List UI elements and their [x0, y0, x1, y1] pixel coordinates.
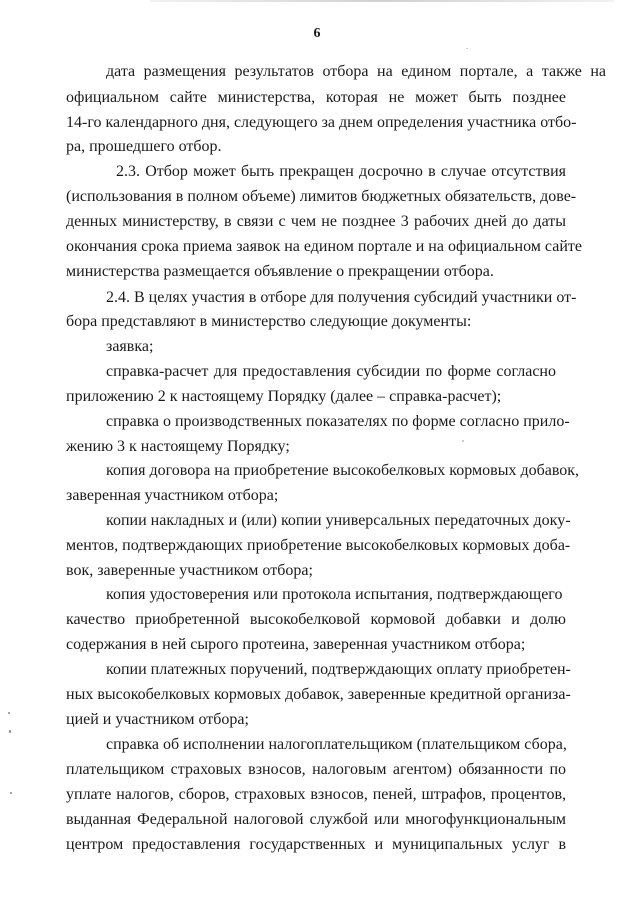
scan-speck	[10, 792, 12, 794]
text-line: вок, заверенные участником отбора;	[66, 562, 313, 579]
text-line: денных министерству, в связи с чем не позднее 3 рабочих дней до даты	[66, 213, 566, 230]
text-line: копии платежных поручений, подтверждающих оплату приобретен-	[106, 661, 571, 678]
text-line: дата размещения результатов отбора на едином портале, а также на	[106, 63, 606, 80]
text-line: справка об исполнении налогоплательщиком (плательщиком сбора,	[106, 736, 567, 753]
text-line: (использования в полном объеме) лимитов бюджетных обязательств, дове-	[66, 188, 577, 205]
text-line: министерства размещается объявление о прекращении отбора.	[66, 263, 494, 280]
text-line: копии накладных и (или) копии универсальных передаточных доку-	[106, 512, 571, 529]
text-line: приложению 2 к настоящему Порядку (далее – справка-расчет);	[66, 388, 502, 405]
scan-speck	[462, 440, 464, 442]
scan-top-edge	[150, 0, 614, 2]
text-line: 14-го календарного дня, следующего за днем определения участника отбо-	[66, 114, 577, 131]
page-number: 6	[313, 26, 321, 41]
text-line: окончания срока приема заявок на едином портале и на официальном сайте	[66, 238, 582, 255]
text-line: заверенная участником отбора;	[66, 487, 279, 504]
text-line: официальном сайте министерства, которая не может быть позднее	[66, 89, 566, 106]
text-line: цией и участником отбора;	[66, 711, 249, 728]
scan-speck	[8, 712, 10, 714]
text-line: ных высокобелковых кормовых добавок, заверенные кредитной организа-	[66, 686, 571, 703]
text-line: копия договора на приобретение высокобелковых кормовых добавок,	[106, 462, 580, 479]
text-line: содержания в ней сырого протеина, заверенная участником отбора;	[66, 636, 526, 653]
text-line: бора представляют в министерство следующие документы:	[66, 313, 472, 330]
text-line: заявка;	[106, 338, 154, 355]
text-line: копия удостоверения или протокола испытания, подтверждающего	[106, 586, 563, 603]
text-line: 2.4. В целях участия в отборе для получения субсидий участники от-	[106, 289, 577, 306]
text-line: справка-расчет для предоставления субсидии по форме согласно	[106, 363, 556, 380]
text-line: справка о производственных показателях по форме согласно прило-	[106, 413, 570, 430]
text-line: качество приобретенной высокобелковой кормовой добавки и долю	[66, 611, 566, 628]
text-line: уплате налогов, сборов, страховых взносов, пеней, штрафов, процентов,	[66, 786, 566, 803]
text-line: центром предоставления государственных и муниципальных услуг в	[66, 836, 566, 853]
text-line: ментов, подтверждающих приобретение высокобелковых кормовых доба-	[66, 537, 571, 554]
text-line: выданная Федеральной налоговой службой или многофункциональным	[66, 811, 566, 828]
scan-speck	[466, 48, 468, 49]
text-line: плательщиком страховых взносов, налоговым агентом) обязанности по	[66, 761, 566, 778]
text-line: ра, прошедшего отбор.	[66, 138, 222, 155]
scan-speck	[9, 730, 11, 733]
text-line: жению 3 к настоящему Порядку;	[66, 438, 290, 455]
text-line: 2.3. Отбор может быть прекращен досрочно в случае отсутствия	[116, 163, 566, 180]
